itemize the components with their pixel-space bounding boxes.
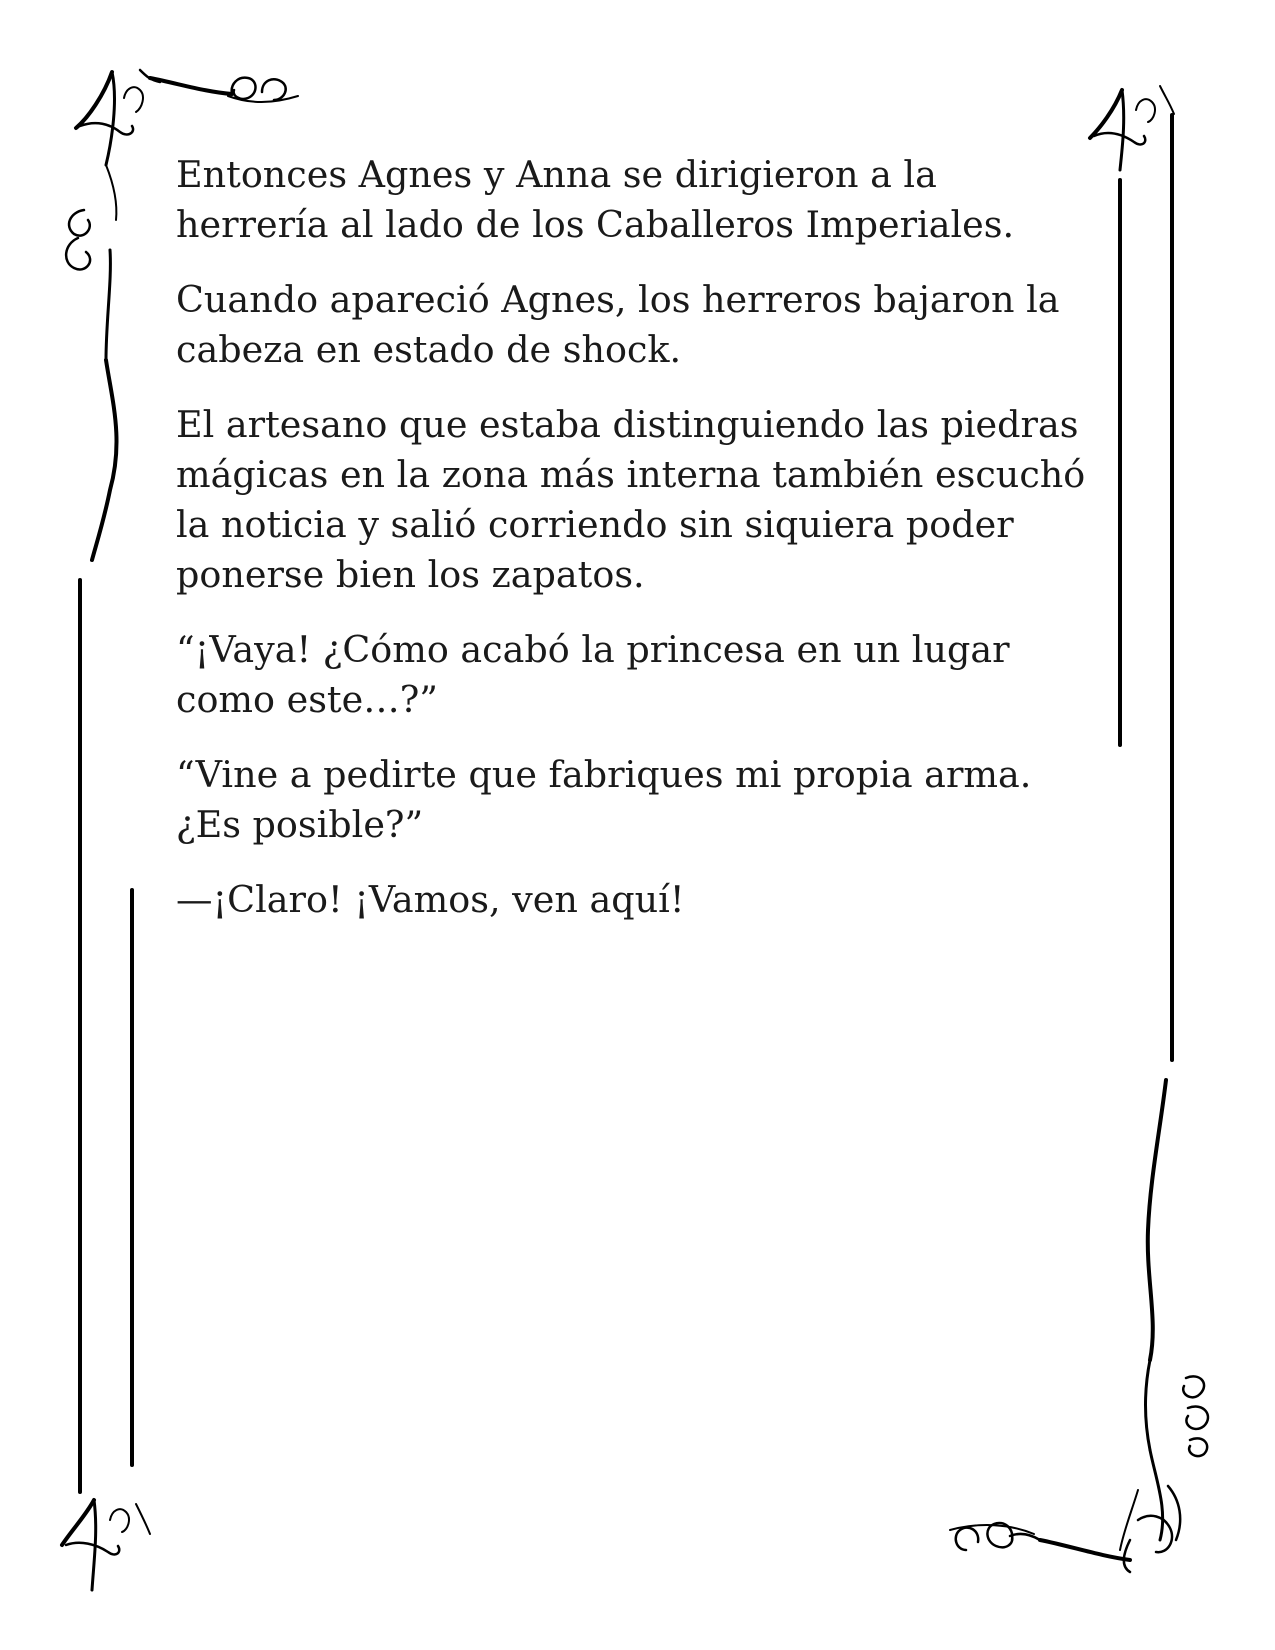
paragraph: “Vine a pedirte que fabriques mi propia arma. ¿Es posible?” <box>176 753 1032 846</box>
top-right-flourish-icon <box>1090 86 1174 170</box>
paragraph: Entonces Agnes y Anna se dirigieron a la herrería al lado de los Caballeros Imperiales. <box>176 153 1015 246</box>
bottom-left-flourish-icon <box>62 1500 150 1590</box>
paragraph: Cuando apareció Agnes, los herreros bajaron la cabeza en estado de shock. <box>176 278 1060 371</box>
paragraph: “¡Vaya! ¿Cómo acabó la princesa en un lugar como este…?” <box>176 628 1010 721</box>
paragraph: —¡Claro! ¡Vamos, ven aquí! <box>176 878 685 921</box>
bottom-right-flourish-icon <box>950 1080 1208 1572</box>
body-text <box>176 150 1096 950</box>
paragraph: El artesano que estaba distinguiendo las piedras mágicas en la zona más interna también escuchó la noticia y salió corriendo sin siquiera poder ponerse bien los zapatos. <box>176 403 1086 596</box>
